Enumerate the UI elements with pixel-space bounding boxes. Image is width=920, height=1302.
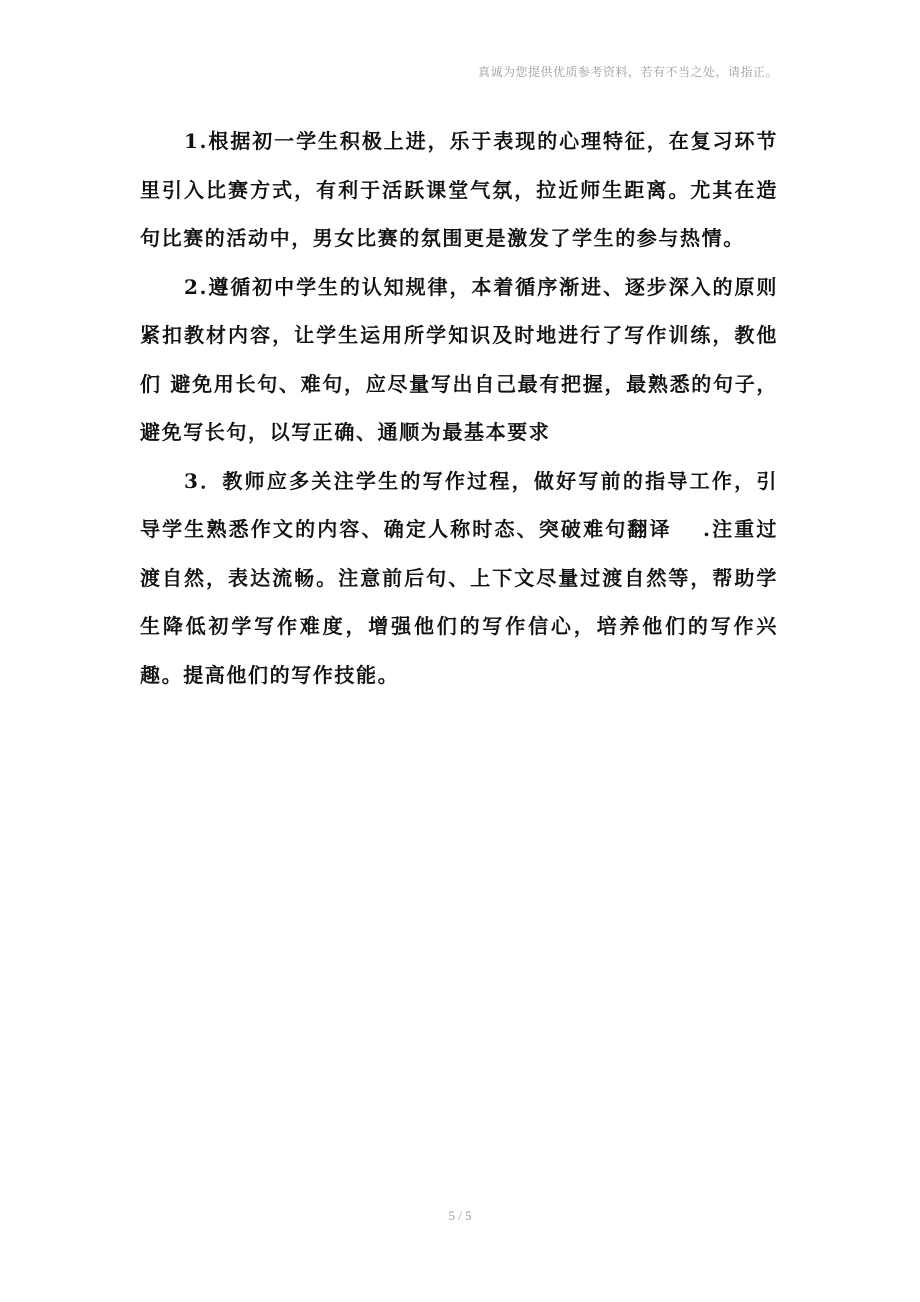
paragraph-3: 3．教师应多关注学生的写作过程，做好写前的指导工作，引导学生熟悉作文的内容、确定人称时态、突破难句翻译 .注重过渡自然，表达流畅。注意前后句、上下文尽量过渡自然等，帮助学生降低初学写作难度，增强他们的写作信心，培养他们的写作兴趣。提高他们的写作技能。 — [140, 468, 778, 687]
document-body — [140, 117, 778, 699]
page-number: 5 / 5 — [448, 1208, 472, 1223]
paragraph-2: 2.遵循初中学生的认知规律，本着循序渐进、逐步深入的原则紧扣教材内容，让学生运用所学知识及时地进行了写作训练，教他们 避免用长句、难句，应尽量写出自己最有把握，最熟悉的句子，避免写长句，以写正确、通顺为最基本要求 — [140, 274, 778, 444]
paragraph-1: 1.根据初一学生积极上进，乐于表现的心理特征，在复习环节里引入比赛方式，有利于活跃课堂气氛，拉近师生距离。尤其在造句比赛的活动中，男女比赛的氛围更是激发了学生的参与热情。 — [140, 129, 778, 250]
header-disclaimer: 真诚为您提供优质参考资料，若有不当之处，请指正。 — [477, 65, 778, 79]
